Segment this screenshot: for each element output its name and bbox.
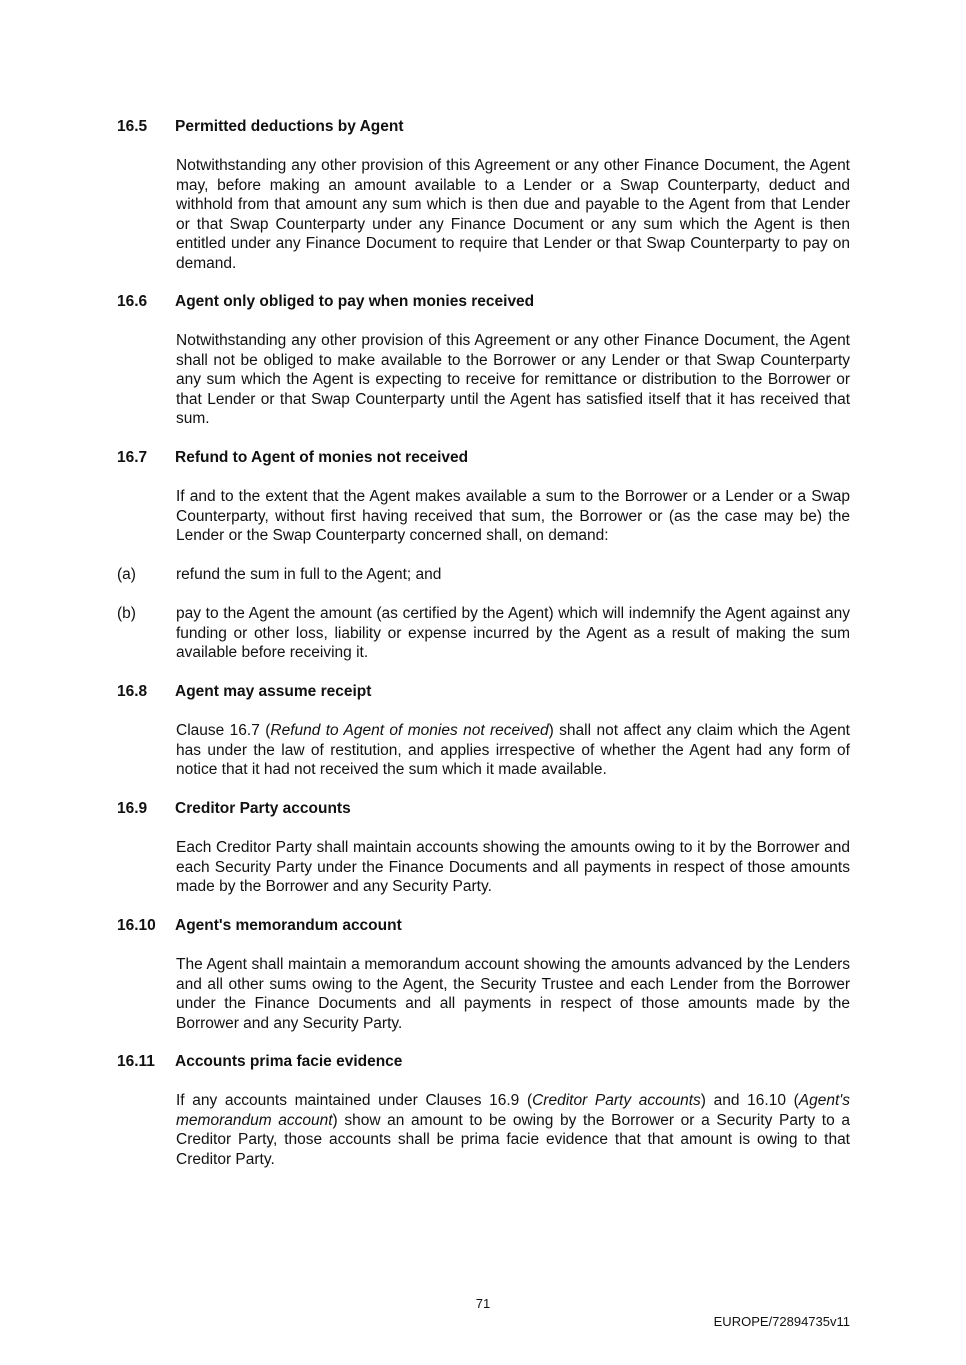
section-body-16-6: Notwithstanding any other provision of this Agreement or any other Finance Document, the Agent shall not be obliged to make available to the Borrower or any Lender or that Swap Counterparty any sum which the Agent is expecting to receive for remittance or distribution to the Borrower or that Lender or that Swap Counterparty until the Agent has satisfied itself that it has received that sum. — [176, 332, 850, 427]
section-body-16-5: Notwithstanding any other provision of this Agreement or any other Finance Document, the Agent may, before making an amount available to a Lender or a Swap Counterparty, deduct and withhold from that amount any sum which is then due and payable to the Agent from that Lender or that Swap Counterparty under any Finance Document or any sum which the Agent is then entitled under any Finance Document to require that Lender or that Swap Counterparty to pay on demand. — [176, 157, 850, 272]
body-text: If any accounts maintained under Clauses 16.9 ( — [176, 1092, 533, 1109]
section-title: Agent only obliged to pay when monies received — [175, 293, 535, 310]
section-heading-16-7 — [117, 448, 857, 468]
section-number: 16.8 — [117, 683, 148, 700]
list-item-a — [117, 565, 850, 585]
document-reference: EUROPE/72894735v11 — [713, 1314, 850, 1329]
list-item-b — [117, 604, 850, 663]
section-title: Agent's memorandum account — [175, 917, 402, 934]
section-title: Permitted deductions by Agent — [175, 118, 404, 135]
section-body-16-7: If and to the extent that the Agent makes available a sum to the Borrower or a Lender or a Swap Counterparty, without first having received that sum, the Borrower or (as the case may be) the Lender or the Swap Counterparty concerned shall, on demand: — [176, 488, 850, 544]
section-number: 16.5 — [117, 118, 148, 135]
section-title: Accounts prima facie evidence — [175, 1053, 403, 1070]
section-heading-16-6 — [117, 292, 857, 312]
section-number: 16.9 — [117, 800, 148, 817]
cross-reference: Agent's memorandum account — [176, 1092, 850, 1129]
section-number: 16.10 — [117, 917, 156, 934]
section-title: Refund to Agent of monies not received — [175, 449, 469, 466]
body-text: Clause 16.7 ( — [176, 722, 271, 739]
body-text: ) and 16.10 ( — [700, 1092, 799, 1109]
body-text: ) shall not affect any claim which the Agent has under the law of restitution, and applies irrespective of whether the Agent had any form of notice that it had not received the sum which it made available. — [176, 722, 850, 778]
section-body-16-8 — [176, 721, 850, 780]
section-body-16-9: Each Creditor Party shall maintain accounts showing the amounts owing to it by the Borrower and each Security Party under the Finance Documents and all payments in respect of those amounts made by the Borrower and any Security Party. — [176, 839, 850, 895]
section-number: 16.11 — [117, 1053, 155, 1070]
page-number: 71 — [475, 1296, 491, 1311]
section-body-16-10: The Agent shall maintain a memorandum account showing the amounts advanced by the Lenders and all other sums owing to the Agent, the Security Trustee and each Lender from the Borrower under the Finance Documents and all payments in respect of those amounts made by the Borrower and any Security Party. — [176, 956, 850, 1032]
section-title: Creditor Party accounts — [175, 800, 351, 817]
section-heading-16-5 — [117, 117, 857, 137]
section-title: Agent may assume receipt — [175, 683, 372, 700]
section-heading-16-8 — [117, 682, 857, 702]
section-number: 16.7 — [117, 449, 148, 466]
list-item-label: (a) — [117, 566, 136, 583]
cross-reference: Creditor Party accounts — [532, 1092, 701, 1109]
section-heading-16-9 — [117, 799, 857, 819]
list-item-text: refund the sum in full to the Agent; and — [176, 566, 442, 583]
list-item-label: (b) — [117, 605, 136, 622]
section-body-16-11 — [176, 1091, 850, 1169]
section-number: 16.6 — [117, 293, 148, 310]
list-item-text: pay to the Agent the amount (as certified by the Agent) which will indemnify the Agent against any funding or other loss, liability or expense incurred by the Agent as a result of making the sum available before receiving it. — [176, 605, 850, 661]
body-text: ) show an amount to be owing by the Borrower or a Security Party to a Creditor Party, those accounts shall be prima facie evidence that that amount is owing to that Creditor Party. — [176, 1111, 850, 1168]
cross-reference: Refund to Agent of monies not received — [270, 722, 549, 739]
section-heading-16-11 — [117, 1052, 857, 1072]
section-heading-16-10 — [117, 916, 857, 936]
